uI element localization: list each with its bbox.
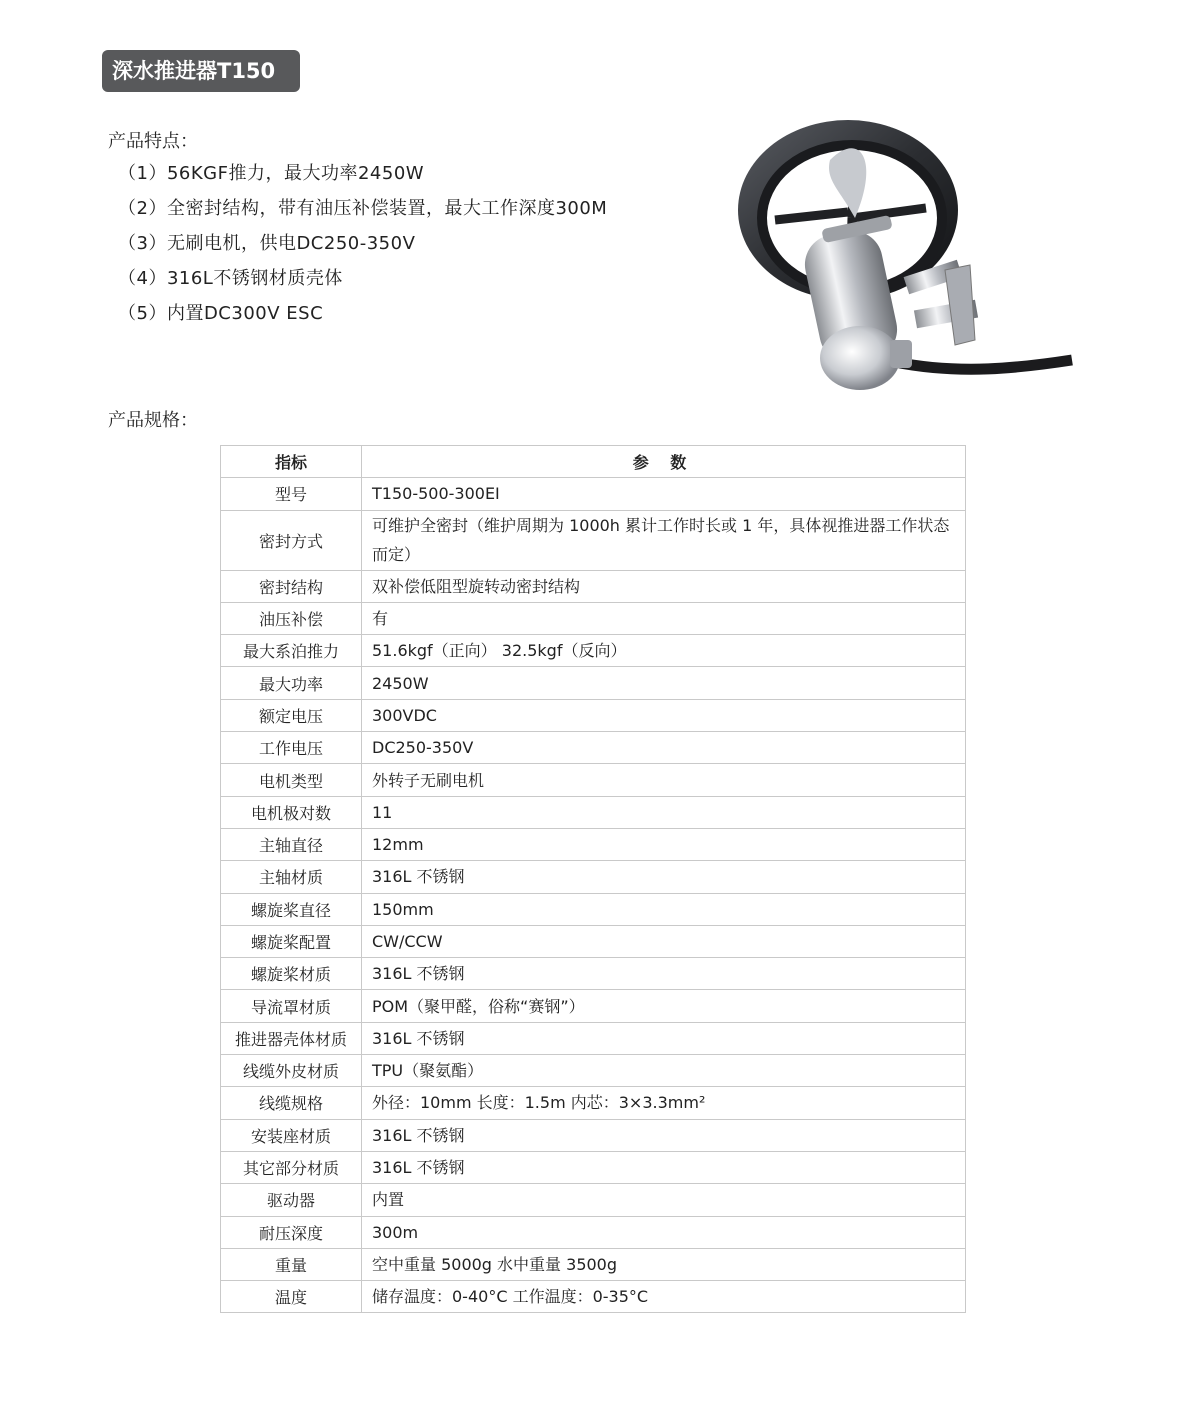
spec-key: 耐压深度 — [221, 1216, 362, 1248]
feature-item: （1）56KGF推力，最大功率2450W — [118, 163, 425, 184]
spec-key: 线缆外皮材质 — [221, 1055, 362, 1087]
spec-key: 电机类型 — [221, 764, 362, 796]
spec-table — [220, 445, 966, 1313]
spec-heading: 产品规格： — [108, 410, 198, 431]
spec-value: DC250-350V — [362, 732, 966, 764]
spec-value: POM（聚甲醛，俗称“赛钢”） — [362, 990, 966, 1022]
table-row — [221, 1055, 966, 1087]
table-header-row — [221, 446, 966, 478]
spec-value: 316L 不锈钢 — [362, 1151, 966, 1183]
table-row — [221, 699, 966, 731]
spec-key: 线缆规格 — [221, 1087, 362, 1119]
spec-value: 12mm — [362, 828, 966, 860]
table-row — [221, 958, 966, 990]
table-row — [221, 570, 966, 602]
table-row — [221, 732, 966, 764]
table-row — [221, 1119, 966, 1151]
header-key: 指标 — [221, 446, 362, 478]
spec-value: 双补偿低阻型旋转动密封结构 — [362, 570, 966, 602]
spec-value: 316L 不锈钢 — [362, 958, 966, 990]
spec-key: 密封结构 — [221, 570, 362, 602]
spec-value: 空中重量 5000g 水中重量 3500g — [362, 1248, 966, 1280]
spec-key: 驱动器 — [221, 1184, 362, 1216]
spec-key: 电机极对数 — [221, 796, 362, 828]
table-row — [221, 635, 966, 667]
spec-value: 内置 — [362, 1184, 966, 1216]
spec-key: 工作电压 — [221, 732, 362, 764]
table-row — [221, 1184, 966, 1216]
spec-key: 螺旋桨配置 — [221, 925, 362, 957]
spec-key: 油压补偿 — [221, 602, 362, 634]
table-row — [221, 510, 966, 570]
spec-key: 其它部分材质 — [221, 1151, 362, 1183]
header-value: 参 数 — [362, 446, 966, 478]
spec-value: 150mm — [362, 893, 966, 925]
table-row — [221, 1151, 966, 1183]
table-row — [221, 1087, 966, 1119]
spec-key: 额定电压 — [221, 699, 362, 731]
spec-key: 螺旋桨直径 — [221, 893, 362, 925]
spec-key: 导流罩材质 — [221, 990, 362, 1022]
spec-value: 11 — [362, 796, 966, 828]
spec-value: 300m — [362, 1216, 966, 1248]
spec-key: 主轴直径 — [221, 828, 362, 860]
spec-value: CW/CCW — [362, 925, 966, 957]
spec-value: 51.6kgf（正向） 32.5kgf（反向） — [362, 635, 966, 667]
table-row — [221, 764, 966, 796]
table-row — [221, 893, 966, 925]
feature-item: （2）全密封结构，带有油压补偿装置，最大工作深度300M — [118, 198, 608, 219]
spec-value: 316L 不锈钢 — [362, 861, 966, 893]
spec-key: 最大系泊推力 — [221, 635, 362, 667]
spec-value: 300VDC — [362, 699, 966, 731]
page-title: 深水推进器T150 — [102, 50, 300, 92]
spec-value: 可维护全密封（维护周期为 1000h 累计工作时长或 1 年，具体视推进器工作状态而定） — [362, 510, 966, 570]
spec-value: TPU（聚氨酯） — [362, 1055, 966, 1087]
spec-value: T150-500-300EI — [362, 478, 966, 510]
table-row — [221, 667, 966, 699]
features-heading: 产品特点： — [108, 131, 198, 152]
table-row — [221, 925, 966, 957]
spec-value: 316L 不锈钢 — [362, 1022, 966, 1054]
table-row — [221, 478, 966, 510]
spec-value: 2450W — [362, 667, 966, 699]
spec-key: 温度 — [221, 1281, 362, 1313]
spec-value: 外转子无刷电机 — [362, 764, 966, 796]
spec-value: 316L 不锈钢 — [362, 1119, 966, 1151]
spec-key: 密封方式 — [221, 510, 362, 570]
spec-key: 型号 — [221, 478, 362, 510]
table-row — [221, 1248, 966, 1280]
spec-value: 外径：10mm 长度：1.5m 内芯：3×3.3mm² — [362, 1087, 966, 1119]
thruster-product-image — [730, 100, 1075, 405]
spec-key: 安装座材质 — [221, 1119, 362, 1151]
features-list — [118, 160, 607, 335]
spec-key: 螺旋桨材质 — [221, 958, 362, 990]
table-row — [221, 828, 966, 860]
table-row — [221, 1281, 966, 1313]
feature-item: （5）内置DC300V ESC — [118, 303, 324, 324]
spec-value: 有 — [362, 602, 966, 634]
table-row — [221, 602, 966, 634]
spec-key: 主轴材质 — [221, 861, 362, 893]
spec-key: 最大功率 — [221, 667, 362, 699]
table-row — [221, 796, 966, 828]
table-row — [221, 861, 966, 893]
table-row — [221, 990, 966, 1022]
feature-item: （4）316L不锈钢材质壳体 — [118, 268, 343, 289]
spec-value: 储存温度：0-40°C 工作温度：0-35°C — [362, 1281, 966, 1313]
spec-key: 推进器壳体材质 — [221, 1022, 362, 1054]
table-row — [221, 1216, 966, 1248]
table-row — [221, 1022, 966, 1054]
spec-key: 重量 — [221, 1248, 362, 1280]
feature-item: （3）无刷电机，供电DC250-350V — [118, 233, 416, 254]
